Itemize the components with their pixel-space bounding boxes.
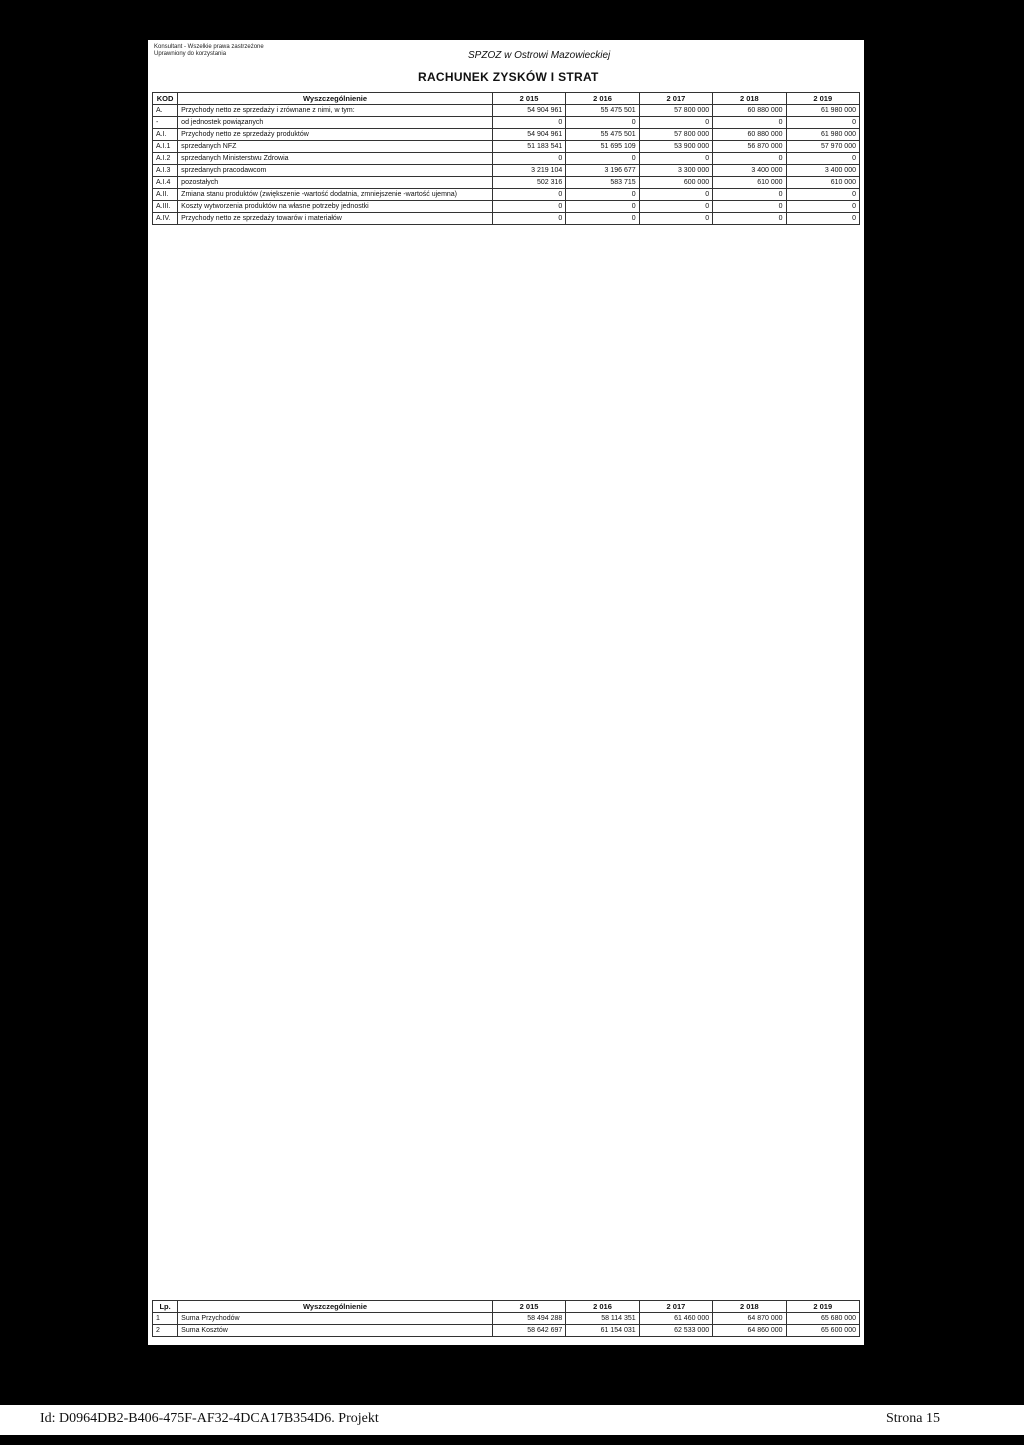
value-cell: 0: [492, 201, 565, 213]
document-page: [148, 40, 864, 1345]
column-header: Lp.: [153, 1301, 178, 1313]
income-statement-table: [152, 92, 860, 225]
value-cell: 61 980 000: [786, 105, 859, 117]
value-cell: 62 533 000: [639, 1325, 712, 1337]
value-cell: 3 400 000: [713, 165, 786, 177]
table-row: [153, 201, 860, 213]
value-cell: 58 114 351: [566, 1313, 639, 1325]
value-cell: 600 000: [639, 177, 712, 189]
value-cell: 57 800 000: [639, 129, 712, 141]
column-header: 2 018: [713, 93, 786, 105]
value-cell: 610 000: [713, 177, 786, 189]
value-cell: 54 904 961: [492, 105, 565, 117]
value-cell: 0: [639, 153, 712, 165]
value-cell: 0: [492, 189, 565, 201]
value-cell: 55 475 501: [566, 105, 639, 117]
value-cell: 53 900 000: [639, 141, 712, 153]
code-cell: A.I.: [153, 129, 178, 141]
consultant-line-2: Uprawniony do korzystania: [154, 51, 227, 57]
description-cell: Zmiana stanu produktów (zwiększenie -wartość dodatnia, zmniejszenie -wartość ujemna): [178, 189, 493, 201]
column-header: 2 015: [492, 93, 565, 105]
value-cell: 60 880 000: [713, 105, 786, 117]
column-header: 2 016: [566, 93, 639, 105]
consultant-line-1: Konsultant - Wszelkie prawa zastrzeżone: [154, 44, 264, 50]
value-cell: 57 800 000: [639, 105, 712, 117]
value-cell: 0: [492, 213, 565, 225]
description-cell: pozostałych: [178, 177, 493, 189]
column-header: 2 017: [639, 93, 712, 105]
summary-row: [153, 1325, 860, 1337]
value-cell: 0: [786, 213, 859, 225]
table-row: [153, 165, 860, 177]
summary-body: [153, 1313, 860, 1337]
value-cell: 502 316: [492, 177, 565, 189]
summary-header-row: [153, 1301, 860, 1313]
value-cell: 0: [713, 201, 786, 213]
table-row: [153, 117, 860, 129]
value-cell: 61 460 000: [639, 1313, 712, 1325]
value-cell: 56 870 000: [713, 141, 786, 153]
value-cell: 3 400 000: [786, 165, 859, 177]
page-number: Strona 15: [885, 1411, 940, 1426]
column-header: Wyszczególnienie: [178, 93, 493, 105]
description-cell: Koszty wytworzenia produktów na własne potrzeby jednostki: [178, 201, 493, 213]
column-header: 2 016: [566, 1301, 639, 1313]
value-cell: 57 970 000: [786, 141, 859, 153]
value-cell: 0: [713, 189, 786, 201]
value-cell: 0: [566, 213, 639, 225]
column-header: 2 017: [639, 1301, 712, 1313]
value-cell: 64 860 000: [713, 1325, 786, 1337]
value-cell: 0: [566, 117, 639, 129]
code-cell: A.I.4: [153, 177, 178, 189]
code-cell: A.I.2: [153, 153, 178, 165]
value-cell: 0: [786, 189, 859, 201]
value-cell: 61 154 031: [566, 1325, 639, 1337]
value-cell: 0: [639, 201, 712, 213]
value-cell: 0: [566, 201, 639, 213]
consultant-notice: [154, 44, 264, 58]
table-row: [153, 129, 860, 141]
code-cell: A.I.3: [153, 165, 178, 177]
page-title: RACHUNEK ZYSKÓW I STRAT: [418, 70, 599, 84]
value-cell: 0: [713, 153, 786, 165]
description-cell: od jednostek powiązanych: [178, 117, 493, 129]
description-cell: Suma Przychodów: [178, 1313, 493, 1325]
value-cell: 3 219 104: [492, 165, 565, 177]
code-cell: A.III.: [153, 201, 178, 213]
value-cell: 54 904 961: [492, 129, 565, 141]
table-body: [153, 105, 860, 225]
code-cell: A.II.: [153, 189, 178, 201]
value-cell: 0: [639, 189, 712, 201]
value-cell: 3 196 677: [566, 165, 639, 177]
value-cell: 51 183 541: [492, 141, 565, 153]
code-cell: 1: [153, 1313, 178, 1325]
value-cell: 0: [786, 117, 859, 129]
code-cell: 2: [153, 1325, 178, 1337]
description-cell: Przychody netto ze sprzedaży produktów: [178, 129, 493, 141]
value-cell: 0: [492, 117, 565, 129]
column-header: 2 015: [492, 1301, 565, 1313]
table-row: [153, 189, 860, 201]
value-cell: 0: [639, 117, 712, 129]
value-cell: 0: [566, 153, 639, 165]
value-cell: 51 695 109: [566, 141, 639, 153]
code-cell: A.I.1: [153, 141, 178, 153]
code-cell: A.: [153, 105, 178, 117]
value-cell: 64 870 000: [713, 1313, 786, 1325]
table-row: [153, 105, 860, 117]
summary-table: [152, 1300, 860, 1337]
value-cell: 55 475 501: [566, 129, 639, 141]
value-cell: 610 000: [786, 177, 859, 189]
page-footer: [0, 1405, 1024, 1435]
value-cell: 61 980 000: [786, 129, 859, 141]
description-cell: Przychody netto ze sprzedaży towarów i materiałów: [178, 213, 493, 225]
value-cell: 3 300 000: [639, 165, 712, 177]
table-row: [153, 177, 860, 189]
description-cell: sprzedanych pracodawcom: [178, 165, 493, 177]
table-row: [153, 141, 860, 153]
value-cell: 65 680 000: [786, 1313, 859, 1325]
value-cell: 0: [566, 189, 639, 201]
column-header: Wyszczególnienie: [178, 1301, 493, 1313]
column-header: 2 019: [786, 1301, 859, 1313]
column-header: KOD: [153, 93, 178, 105]
code-cell: -: [153, 117, 178, 129]
code-cell: A.IV.: [153, 213, 178, 225]
value-cell: 0: [639, 213, 712, 225]
description-cell: sprzedanych Ministerstwu Zdrowia: [178, 153, 493, 165]
value-cell: 0: [786, 153, 859, 165]
value-cell: 583 715: [566, 177, 639, 189]
column-header: 2 018: [713, 1301, 786, 1313]
column-header: 2 019: [786, 93, 859, 105]
table-row: [153, 213, 860, 225]
value-cell: 0: [492, 153, 565, 165]
table-row: [153, 153, 860, 165]
description-cell: sprzedanych NFZ: [178, 141, 493, 153]
description-cell: Suma Kosztów: [178, 1325, 493, 1337]
summary-row: [153, 1313, 860, 1325]
value-cell: 60 880 000: [713, 129, 786, 141]
value-cell: 65 600 000: [786, 1325, 859, 1337]
organization-name: SPZOZ w Ostrowi Mazowieckiej: [468, 50, 611, 61]
table-header-row: [153, 93, 860, 105]
description-cell: Przychody netto ze sprzedaży i zrównane z nimi, w tym:: [178, 105, 493, 117]
value-cell: 58 494 288: [492, 1313, 565, 1325]
value-cell: 0: [713, 213, 786, 225]
value-cell: 58 642 697: [492, 1325, 565, 1337]
value-cell: 0: [713, 117, 786, 129]
document-id: Id: D0964DB2-B406-475F-AF32-4DCA17B354D6. Projekt: [40, 1411, 379, 1426]
value-cell: 0: [786, 201, 859, 213]
